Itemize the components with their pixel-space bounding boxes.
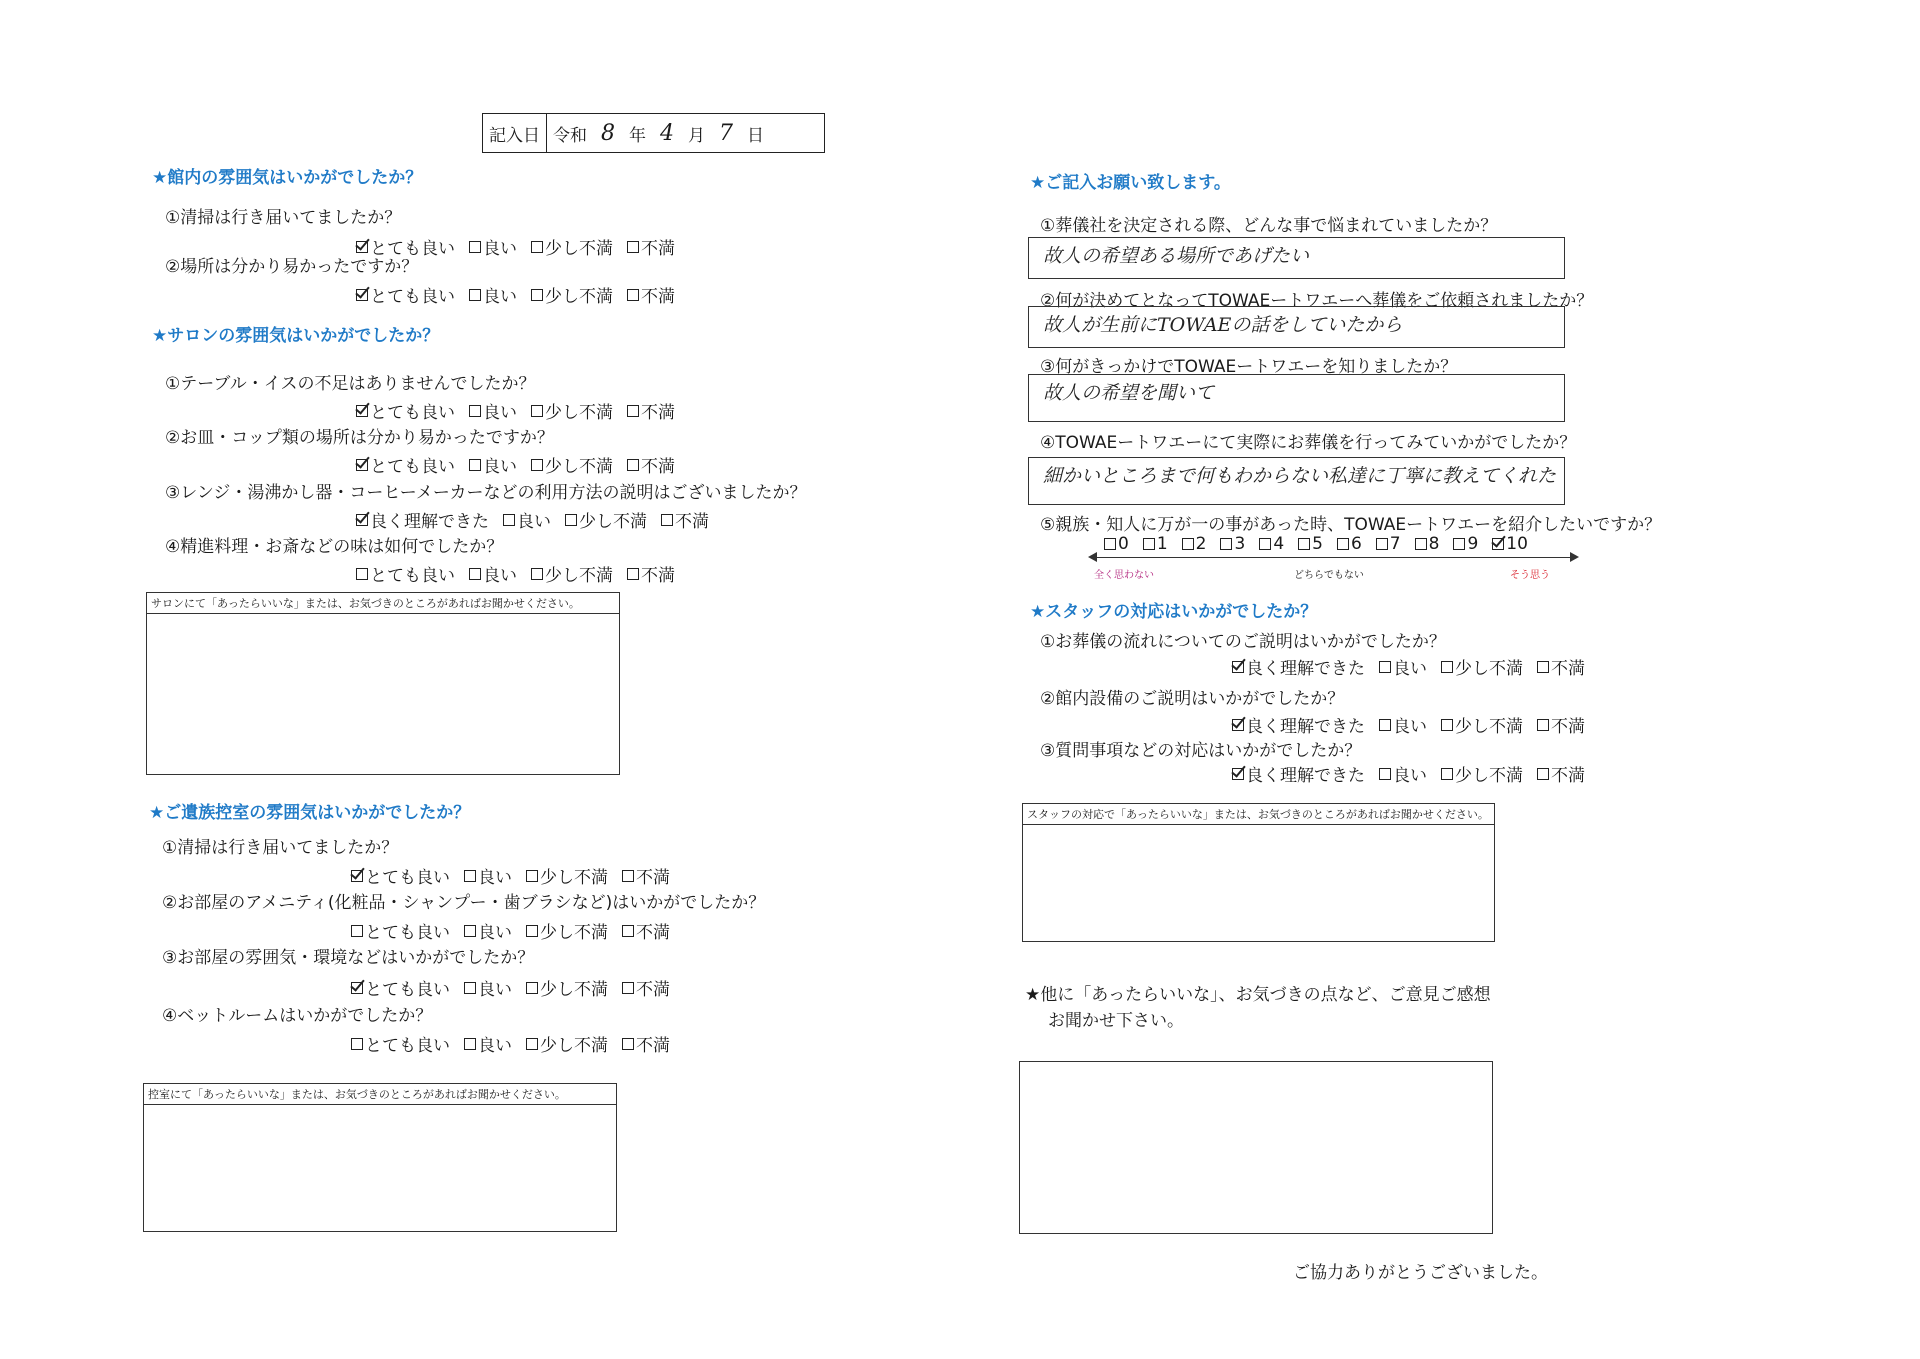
checkbox-checked-icon[interactable]: [351, 982, 363, 994]
checkbox-icon[interactable]: [1143, 538, 1155, 550]
scale-option-1[interactable]: [1143, 534, 1168, 554]
option-unsatisfied[interactable]: 不満: [622, 975, 670, 1000]
option-good[interactable]: 良い: [1379, 712, 1427, 737]
options-staff-flow: [1232, 654, 1585, 679]
checkbox-icon[interactable]: [1441, 768, 1453, 780]
question-room-amenities: ②お部屋のアメニティ(化粧品・シャンプー・歯ブラシなど)はいかがでしたか？: [162, 893, 766, 913]
checkbox-icon[interactable]: [661, 514, 673, 526]
option-unsatisfied[interactable]: 不満: [627, 282, 675, 307]
answer-deciding-factor[interactable]: 故人が生前にTOWAEの話をしていたから: [1028, 306, 1565, 348]
option-good[interactable]: 良い: [469, 398, 517, 423]
arrow-right-icon: [1570, 552, 1579, 562]
checkbox-icon[interactable]: [622, 870, 634, 882]
checkbox-icon[interactable]: [1220, 538, 1232, 550]
checkbox-icon[interactable]: [622, 925, 634, 937]
option-slightly-unsatisfied[interactable]: 少し不満: [1441, 761, 1523, 786]
option-unsatisfied[interactable]: 不満: [661, 507, 709, 532]
option-understood[interactable]: 良く理解できた: [1232, 654, 1365, 679]
scale-line: [1090, 557, 1574, 558]
checkbox-icon[interactable]: [622, 1038, 634, 1050]
checkbox-icon[interactable]: [627, 289, 639, 301]
option-slightly-unsatisfied[interactable]: 少し不満: [531, 452, 613, 477]
scale-option-5[interactable]: [1298, 534, 1323, 554]
checkbox-icon[interactable]: [526, 982, 538, 994]
scale-number: 6: [1350, 534, 1362, 554]
scale-option-3[interactable]: [1220, 534, 1245, 554]
option-good[interactable]: 良い: [464, 1031, 512, 1056]
day-unit: 日: [747, 125, 764, 146]
checkbox-icon[interactable]: [1259, 538, 1271, 550]
options-hall-location: [356, 282, 675, 307]
checkbox-checked-icon[interactable]: [1232, 768, 1244, 780]
salon-comment-box[interactable]: [146, 592, 620, 775]
section-staff-title: ★スタッフの対応はいかがでしたか？: [1030, 602, 1318, 622]
checkbox-icon[interactable]: [1537, 719, 1549, 731]
option-very-good[interactable]: とても良い: [356, 398, 455, 423]
checkbox-icon[interactable]: [464, 870, 476, 882]
other-comments-line1: ★他に「あったらいいな」、お気づきの点など、ご意見ご感想: [1025, 985, 1491, 1005]
checkbox-icon[interactable]: [1453, 538, 1465, 550]
section-salon-title: ★サロンの雰囲気はいかがでしたか？: [152, 326, 440, 346]
options-room-atmosphere: [351, 975, 670, 1000]
question-room-atmosphere: ③お部屋の雰囲気・環境などはいかがでしたか？: [162, 948, 535, 968]
checkbox-icon[interactable]: [1379, 768, 1391, 780]
option-very-good[interactable]: とても良い: [356, 234, 455, 259]
option-unsatisfied[interactable]: 不満: [627, 561, 675, 586]
option-unsatisfied[interactable]: 不満: [622, 863, 670, 888]
options-salon-dishes: [356, 452, 675, 477]
option-slightly-unsatisfied[interactable]: 少し不満: [565, 507, 647, 532]
options-staff-facilities: [1232, 712, 1585, 737]
arrow-left-icon: [1088, 552, 1097, 562]
staff-comment-header: スタッフの対応で「あったらいいな」または、お気づきのところがあればお聞かせください。: [1023, 804, 1494, 825]
option-slightly-unsatisfied[interactable]: 少し不満: [531, 282, 613, 307]
scale-number: 9: [1467, 534, 1479, 554]
option-unsatisfied[interactable]: 不満: [627, 234, 675, 259]
question-decision-worries: ①葬儀社を決定される際、どんな事で悩まれていましたか？: [1040, 216, 1498, 236]
option-unsatisfied[interactable]: 不満: [622, 918, 670, 943]
checkbox-icon[interactable]: [1441, 719, 1453, 731]
checkbox-icon[interactable]: [503, 514, 515, 526]
option-unsatisfied[interactable]: 不満: [1537, 712, 1585, 737]
option-understood[interactable]: 良く理解できた: [1232, 761, 1365, 786]
checkbox-icon[interactable]: [351, 1038, 363, 1050]
option-slightly-unsatisfied[interactable]: 少し不満: [526, 918, 608, 943]
options-staff-questions: [1232, 761, 1585, 786]
option-very-good[interactable]: とても良い: [351, 918, 450, 943]
checkbox-checked-icon[interactable]: [356, 289, 368, 301]
scale-number: 3: [1234, 534, 1246, 554]
option-good[interactable]: 良い: [469, 282, 517, 307]
section-family-room-title: ★ご遺族控室の雰囲気はいかがでしたか？: [149, 803, 471, 823]
question-staff-facilities: ②館内設備のご説明はいかがでしたか？: [1040, 689, 1345, 709]
checkbox-icon[interactable]: [1337, 538, 1349, 550]
option-understood[interactable]: 良く理解できた: [1232, 712, 1365, 737]
option-good[interactable]: 良い: [1379, 761, 1427, 786]
option-very-good[interactable]: とても良い: [351, 1031, 450, 1056]
checkbox-icon[interactable]: [526, 1038, 538, 1050]
checkbox-icon[interactable]: [356, 568, 368, 580]
question-salon-appliances: ③レンジ・湯沸かし器・コーヒーメーカーなどの利用方法の説明はございましたか？: [165, 483, 807, 503]
option-good[interactable]: 良い: [1379, 654, 1427, 679]
option-unsatisfied[interactable]: 不満: [1537, 761, 1585, 786]
option-slightly-unsatisfied[interactable]: 少し不満: [526, 863, 608, 888]
entry-date-box: [482, 113, 825, 153]
question-bedroom: ④ベットルームはいかがでしたか？: [162, 1006, 433, 1026]
scale-number: 4: [1273, 534, 1285, 554]
date-month-value: 4: [660, 120, 674, 146]
option-good[interactable]: 良い: [464, 918, 512, 943]
checkbox-icon[interactable]: [627, 405, 639, 417]
question-deciding-factor: ②何が決めてとなってTOWAEートワエーへ葬儀をご依頼されましたか？: [1040, 291, 1594, 311]
option-good[interactable]: 良い: [503, 507, 551, 532]
option-slightly-unsatisfied[interactable]: 少し不満: [531, 561, 613, 586]
checkbox-icon[interactable]: [627, 568, 639, 580]
scale-option-0[interactable]: [1104, 534, 1129, 554]
checkbox-checked-icon[interactable]: [1232, 719, 1244, 731]
checkbox-icon[interactable]: [1379, 719, 1391, 731]
recommend-scale: [1090, 534, 1590, 584]
options-room-cleaning: [351, 863, 670, 888]
month-unit: 月: [688, 125, 705, 146]
question-staff-questions: ③質問事項などの対応はいかがでしたか？: [1040, 741, 1362, 761]
question-salon-food: ④精進料理・お斎などの味は如何でしたか？: [165, 537, 504, 557]
option-unsatisfied[interactable]: 不満: [627, 452, 675, 477]
checkbox-icon[interactable]: [531, 405, 543, 417]
scale-option-2[interactable]: [1182, 534, 1207, 554]
options-salon-appliances: [356, 507, 709, 532]
checkbox-icon[interactable]: [469, 241, 481, 253]
option-understood[interactable]: 良く理解できた: [356, 507, 489, 532]
option-slightly-unsatisfied[interactable]: 少し不満: [526, 1031, 608, 1056]
scale-number: 7: [1389, 534, 1401, 554]
option-slightly-unsatisfied[interactable]: 少し不満: [1441, 654, 1523, 679]
date-year-value: 8: [601, 120, 615, 146]
section-hall-title: ★館内の雰囲気はいかがでしたか？: [152, 168, 423, 188]
thanks-message: ご協力ありがとうございました。: [1293, 1263, 1548, 1283]
checkbox-icon[interactable]: [622, 982, 634, 994]
checkbox-icon[interactable]: [531, 568, 543, 580]
scale-option-10[interactable]: [1492, 534, 1528, 554]
options-salon-food: [356, 561, 675, 586]
question-staff-flow: ①お葬儀の流れについてのご説明はいかがでしたか？: [1040, 632, 1446, 652]
checkbox-checked-icon[interactable]: [356, 405, 368, 417]
scale-number: 1: [1156, 534, 1168, 554]
checkbox-icon[interactable]: [1441, 661, 1453, 673]
option-unsatisfied[interactable]: 不満: [627, 398, 675, 423]
room-comment-box[interactable]: [143, 1083, 617, 1232]
options-room-amenities: [351, 918, 670, 943]
scale-option-4[interactable]: [1259, 534, 1284, 554]
checkbox-icon[interactable]: [627, 241, 639, 253]
option-good[interactable]: 良い: [464, 863, 512, 888]
checkbox-checked-icon[interactable]: [351, 870, 363, 882]
checkbox-icon[interactable]: [627, 459, 639, 471]
date-day-value: 7: [719, 120, 733, 146]
scale-high-label: そう思う: [1510, 570, 1550, 581]
checkbox-icon[interactable]: [1379, 661, 1391, 673]
question-salon-dishes: ②お皿・コップ類の場所は分かり易かったですか？: [165, 428, 554, 448]
scale-option-7[interactable]: [1376, 534, 1401, 554]
checkbox-icon[interactable]: [531, 289, 543, 301]
option-good[interactable]: 良い: [469, 561, 517, 586]
question-experience: ④TOWAEートワエーにて実際にお葬儀を行ってみていかがでしたか？: [1040, 433, 1577, 453]
scale-options: [1104, 534, 1528, 554]
other-comments-box[interactable]: [1019, 1061, 1493, 1234]
checkbox-icon[interactable]: [565, 514, 577, 526]
checkbox-icon[interactable]: [469, 459, 481, 471]
question-how-found: ③何がきっかけでTOWAEートワエーを知りましたか？: [1040, 357, 1458, 377]
answer-decision-worries[interactable]: 故人の希望ある場所であげたい: [1028, 237, 1565, 279]
question-recommend: ⑤親族・知人に万が一の事があった時、TOWAEートワエーを紹介したいですか？: [1040, 515, 1662, 535]
option-slightly-unsatisfied[interactable]: 少し不満: [531, 234, 613, 259]
checkbox-icon[interactable]: [1537, 768, 1549, 780]
scale-number: 5: [1312, 534, 1323, 554]
option-good[interactable]: 良い: [464, 975, 512, 1000]
checkbox-checked-icon[interactable]: [1232, 661, 1244, 673]
checkbox-checked-icon[interactable]: [356, 459, 368, 471]
question-hall-cleaning: ①清掃は行き届いてましたか？: [165, 208, 402, 228]
checkbox-icon[interactable]: [1537, 661, 1549, 673]
year-unit: 年: [629, 125, 646, 146]
scale-number: 0: [1118, 534, 1129, 554]
option-unsatisfied[interactable]: 不満: [1537, 654, 1585, 679]
scale-number: 10: [1506, 534, 1528, 554]
checkbox-icon[interactable]: [1415, 538, 1427, 550]
option-slightly-unsatisfied[interactable]: 少し不満: [1441, 712, 1523, 737]
question-hall-location: ②場所は分かり易かったですか？: [165, 257, 419, 277]
staff-comment-box[interactable]: [1022, 803, 1495, 942]
checkbox-icon[interactable]: [526, 870, 538, 882]
scale-number: 8: [1428, 534, 1440, 554]
options-bedroom: [351, 1031, 670, 1056]
question-room-cleaning: ①清掃は行き届いてましたか？: [162, 838, 399, 858]
scale-option-9[interactable]: [1453, 534, 1478, 554]
option-slightly-unsatisfied[interactable]: 少し不満: [531, 398, 613, 423]
options-salon-tables: [356, 398, 675, 423]
checkbox-icon[interactable]: [531, 241, 543, 253]
option-good[interactable]: 良い: [469, 234, 517, 259]
answer-how-found[interactable]: 故人の希望を聞いて: [1028, 374, 1565, 422]
answer-experience[interactable]: 細かいところまで何もわからない私達に丁寧に教えてくれた: [1028, 457, 1565, 505]
question-salon-tables: ①テーブル・イスの不足はありませんでしたか？: [165, 374, 536, 394]
option-very-good[interactable]: とても良い: [356, 282, 455, 307]
checkbox-icon[interactable]: [1104, 538, 1116, 550]
scale-option-8[interactable]: [1415, 534, 1440, 554]
checkbox-icon[interactable]: [464, 1038, 476, 1050]
scale-option-6[interactable]: [1337, 534, 1362, 554]
room-comment-header: 控室にて「あったらいいな」または、お気づきのところがあればお聞かせください。: [144, 1084, 616, 1105]
checkbox-icon[interactable]: [469, 568, 481, 580]
checkbox-checked-icon[interactable]: [1492, 538, 1504, 550]
checkbox-icon[interactable]: [464, 925, 476, 937]
checkbox-checked-icon[interactable]: [356, 241, 368, 253]
checkbox-icon[interactable]: [464, 982, 476, 994]
option-good[interactable]: 良い: [469, 452, 517, 477]
checkbox-icon[interactable]: [1298, 538, 1310, 550]
option-very-good[interactable]: とても良い: [356, 452, 455, 477]
checkbox-icon[interactable]: [469, 289, 481, 301]
option-unsatisfied[interactable]: 不満: [622, 1031, 670, 1056]
checkbox-icon[interactable]: [469, 405, 481, 417]
option-slightly-unsatisfied[interactable]: 少し不満: [526, 975, 608, 1000]
other-comments-line2: お聞かせ下さい。: [1048, 1011, 1184, 1031]
scale-mid-label: どちらでもない: [1294, 570, 1364, 581]
scale-low-label: 全く思わない: [1094, 570, 1154, 581]
checkbox-checked-icon[interactable]: [356, 514, 368, 526]
checkbox-icon[interactable]: [526, 925, 538, 937]
checkbox-icon[interactable]: [1376, 538, 1388, 550]
era-label: 令和: [553, 125, 587, 146]
option-very-good[interactable]: とても良い: [356, 561, 455, 586]
scale-number: 2: [1195, 534, 1207, 554]
checkbox-icon[interactable]: [351, 925, 363, 937]
entry-date-label: 記入日: [483, 114, 547, 152]
salon-comment-header: サロンにて「あったらいいな」または、お気づきのところがあればお聞かせください。: [147, 593, 619, 614]
option-very-good[interactable]: とても良い: [351, 863, 450, 888]
option-very-good[interactable]: とても良い: [351, 975, 450, 1000]
checkbox-icon[interactable]: [531, 459, 543, 471]
checkbox-icon[interactable]: [1182, 538, 1194, 550]
section-request-title: ★ご記入お願い致します。: [1030, 173, 1231, 193]
